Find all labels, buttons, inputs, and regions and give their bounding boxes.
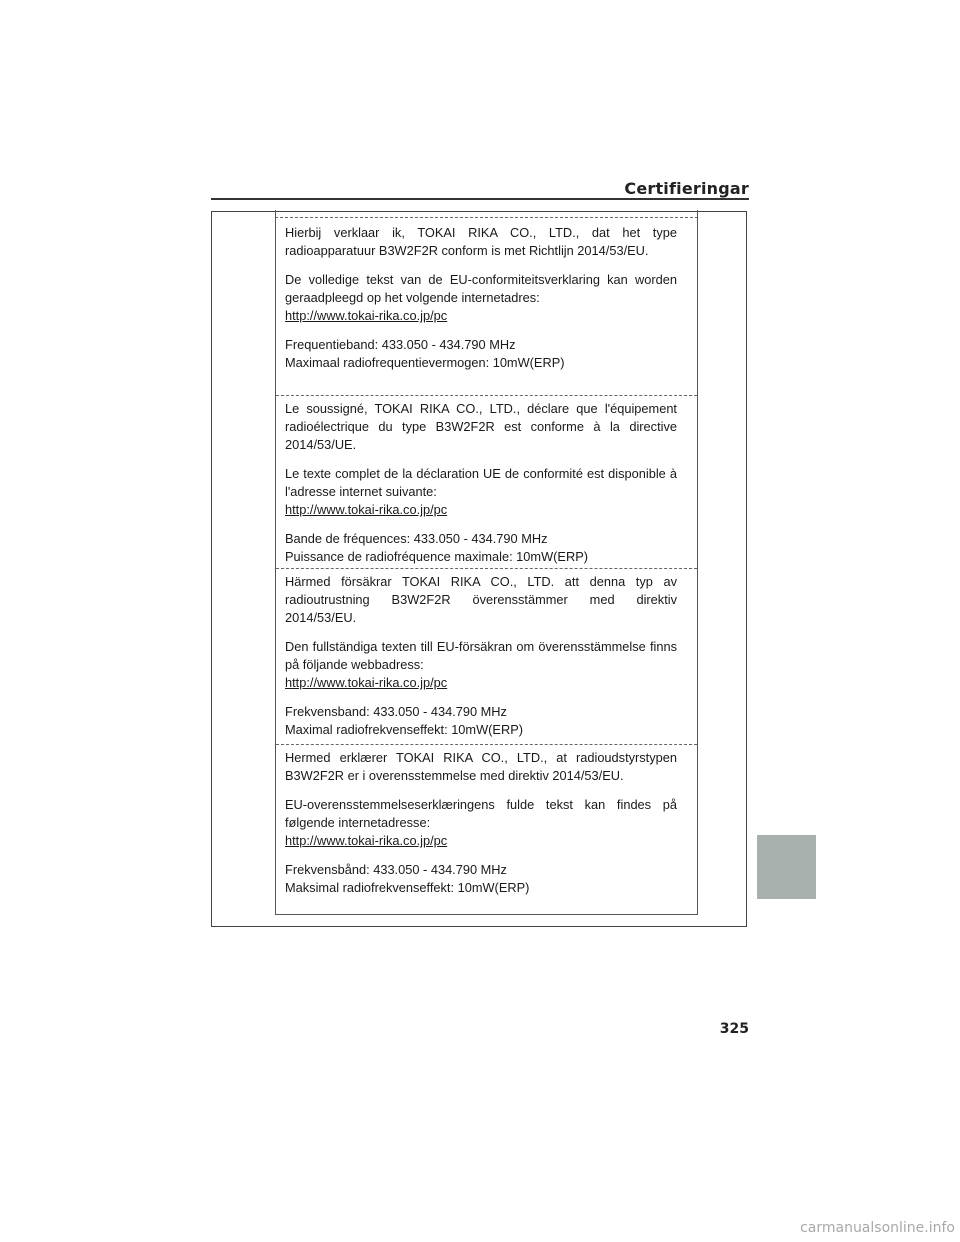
power-text: Maximaal radiofrequentievermogen: 10mW(ERP)	[285, 355, 565, 370]
header-rule	[211, 198, 749, 200]
availability-text: Le texte complet de la déclaration UE de conformité est disponible à l'adresse internet suivante:	[285, 466, 677, 499]
power-text: Maximal radiofrekvenseffekt: 10mW(ERP)	[285, 722, 523, 737]
declaration-link[interactable]: http://www.tokai-rika.co.jp/pc	[285, 502, 448, 517]
availability-text: Den fullständiga texten till EU-försäkran om överensstämmelse finns på följande webbadress:	[285, 639, 677, 672]
availability-text: De volledige tekst van de EU-conformiteitsverklaring kan worden geraadpleegd op het volgende internetadres:	[285, 272, 677, 305]
power-text: Puissance de radiofréquence maximale: 10mW(ERP)	[285, 549, 588, 564]
page-number: 325	[719, 1021, 749, 1037]
frequency-text: Frequentieband: 433.050 - 434.790 MHz	[285, 337, 516, 352]
frequency-text: Frekvensband: 433.050 - 434.790 MHz	[285, 704, 507, 719]
declaration-box	[275, 217, 698, 915]
corner-tick	[697, 210, 698, 218]
declaration-french	[276, 395, 697, 568]
declaration-dutch	[276, 224, 697, 395]
availability-text: EU-overensstemmelseserklæringens fulde tekst kan findes på følgende internetadresse:	[285, 797, 677, 830]
declaration-link[interactable]: http://www.tokai-rika.co.jp/pc	[285, 675, 448, 690]
frequency-text: Frekvensbånd: 433.050 - 434.790 MHz	[285, 862, 507, 877]
corner-tick	[275, 210, 276, 218]
section-title: Certifieringar	[624, 179, 749, 198]
declaration-swedish	[276, 568, 697, 744]
declaration-link[interactable]: http://www.tokai-rika.co.jp/pc	[285, 308, 448, 323]
statement-text: Hermed erklærer TOKAI RIKA CO., LTD., at radioudstyrstypen B3W2F2R er i overensstemmelse med direktiv 2014/53/EU.	[285, 750, 677, 783]
statement-text: Härmed försäkrar TOKAI RIKA CO., LTD. att denna typ av radioutrustning B3W2F2R överensstämmer med direktiv 2014/53/EU.	[285, 574, 677, 625]
declaration-link[interactable]: http://www.tokai-rika.co.jp/pc	[285, 833, 448, 848]
statement-text: Hierbij verklaar ik, TOKAI RIKA CO., LTD., dat het type radioapparatuur B3W2F2R conform is met Richtlijn 2014/53/EU.	[285, 225, 677, 258]
watermark-text: carmanualsonline.info	[800, 1220, 955, 1236]
statement-text: Le soussigné, TOKAI RIKA CO., LTD., déclare que l'équipement radioélectrique du type B3W2F2R est conforme à la directive 2014/53/UE.	[285, 401, 677, 452]
frequency-text: Bande de fréquences: 433.050 - 434.790 MHz	[285, 531, 548, 546]
chapter-tab	[757, 835, 816, 899]
declaration-danish	[276, 744, 697, 914]
power-text: Maksimal radiofrekvenseffekt: 10mW(ERP)	[285, 880, 530, 895]
